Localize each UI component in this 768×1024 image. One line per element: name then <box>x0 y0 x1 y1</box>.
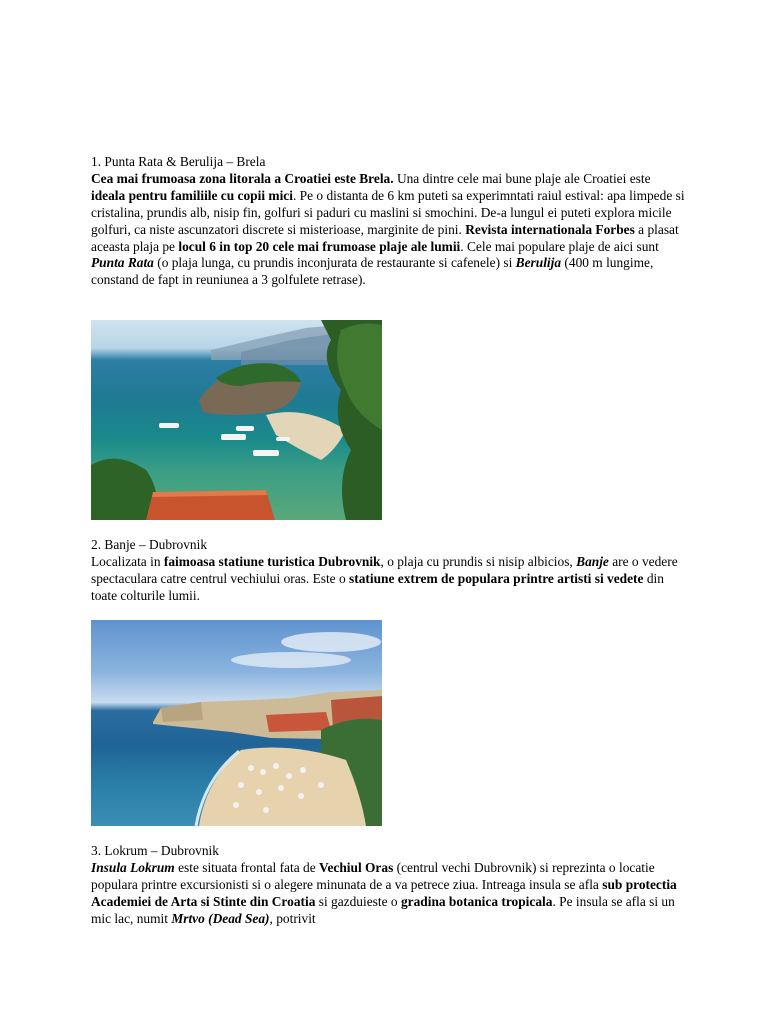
text-run: a plasat aceasta plaja pe <box>91 221 679 254</box>
section-punta-rata <box>91 154 686 289</box>
text-run: este situata frontal fata de <box>174 859 319 875</box>
text-run: si gazduieste o <box>315 893 401 909</box>
text-run: . Pe insula se afla si un mic lac, numit <box>91 893 675 926</box>
section-heading: 1. Punta Rata & Berulija – Brela <box>91 154 266 169</box>
text-run: (centrul vechi Dubrovnik) si reprezinta o locatie populara printre excursionisti si o alegere minunata de a va petrece ziua. Intreaga insula se afla <box>91 859 655 892</box>
emphasized-text: Insula Lokrum <box>91 859 175 875</box>
section-banje <box>91 537 686 605</box>
section-heading: 3. Lokrum – Dubrovnik <box>91 843 219 858</box>
text-run: (400 m lungime, constand de fapt in reuniunea a 3 golfulete retrase). <box>91 255 654 288</box>
photo-banje-beach <box>91 620 382 826</box>
emphasized-text: Vechiul Oras <box>319 859 394 875</box>
photo-punta-rata-illustration <box>91 320 382 520</box>
emphasized-text: locul 6 in top 20 cele mai frumoase plaje ale lumii <box>178 238 461 254</box>
text-run: . Cele mai populare plaje de aici sunt <box>460 238 659 254</box>
text-run: , o plaja cu prundis si nisip albicios, <box>380 553 577 569</box>
text-run: are o vedere spectaculara catre centrul vechiului oras. Este o <box>91 553 678 586</box>
text-run: Localizata in <box>91 553 164 569</box>
photo-punta-rata-beach <box>91 320 382 520</box>
text-run: , potrivit <box>269 910 316 926</box>
emphasized-text: gradina botanica tropicala <box>400 893 553 909</box>
emphasized-text: Berulija <box>515 255 562 271</box>
emphasized-text: Punta Rata <box>91 255 154 271</box>
emphasized-text: statiune extrem de populara printre artisti si vedete <box>349 570 644 586</box>
text-run: din toate colturile lumii. <box>91 570 664 603</box>
text-run: (o plaja lunga, cu prundis inconjurata de restaurante si cafenele) si <box>153 255 516 271</box>
emphasized-text: sub protectia Academiei de Arta si Stinte din Croatia <box>91 876 677 909</box>
section-paragraph <box>91 860 686 928</box>
emphasized-text: faimoasa statiune turistica Dubrovnik <box>163 553 381 569</box>
section-paragraph <box>91 554 686 605</box>
section-heading: 2. Banje – Dubrovnik <box>91 537 208 552</box>
emphasized-text: Mrtvo (Dead Sea) <box>171 910 270 926</box>
emphasized-text: ideala pentru familiile cu copii mici <box>91 187 293 203</box>
emphasized-text: Banje <box>576 553 609 569</box>
text-run: Una dintre cele mai bune plaje ale Croatiei este <box>393 170 651 186</box>
section-paragraph <box>91 171 686 289</box>
emphasized-text: Revista internationala Forbes <box>465 221 635 237</box>
text-run: . Pe o distanta de 6 km puteti sa experimntati raiul estival: apa limpede si cristalina, prundis alb, nisip fin, golfuri si paduri cu maslini si smochini. De-a lungul ei puteti explora micile golfuri, ca niste ascunzatori discrete si misterioase, marginite de pini. <box>91 187 685 237</box>
photo-banje-illustration <box>91 620 382 826</box>
section-lokrum <box>91 843 686 928</box>
emphasized-text: Cea mai frumoasa zona litorala a Croatiei este Brela. <box>91 170 394 186</box>
